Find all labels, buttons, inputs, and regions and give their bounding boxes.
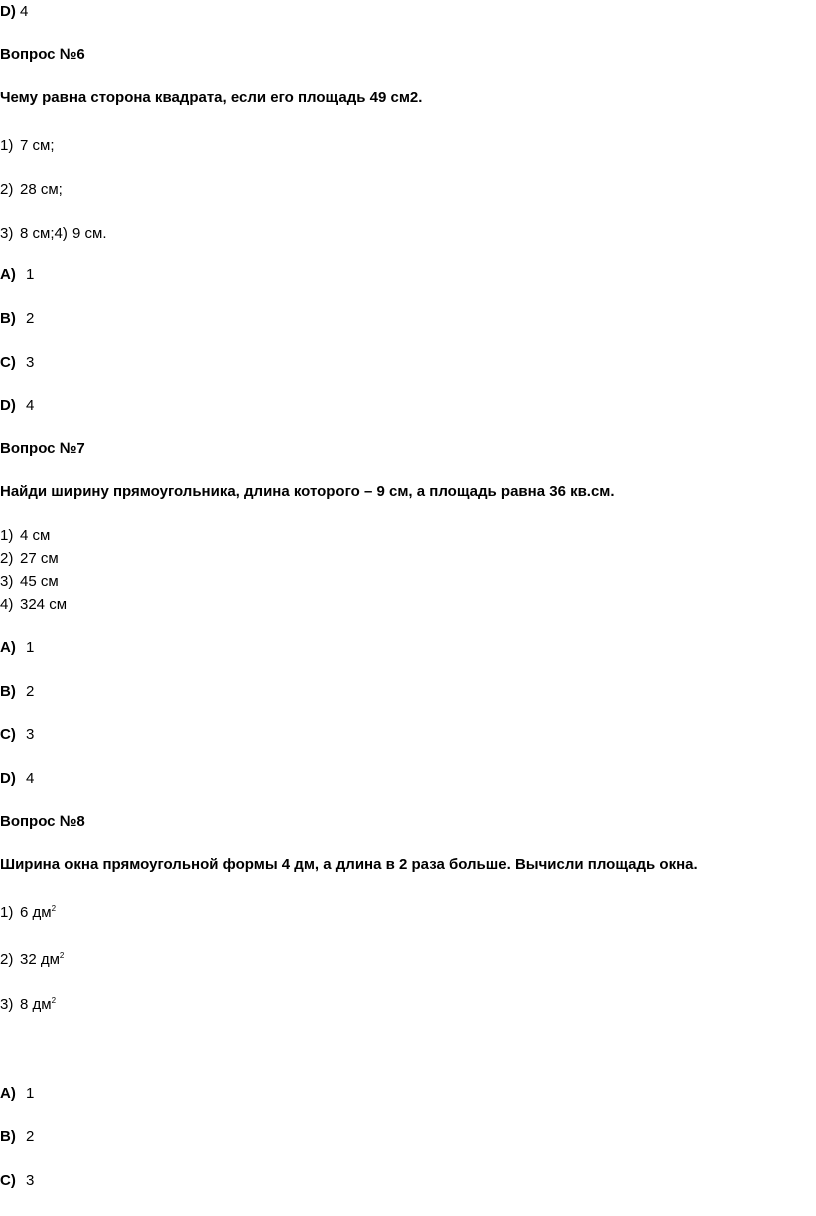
answer-row[interactable] xyxy=(0,682,34,702)
option-number: 3) xyxy=(0,996,14,1013)
answer-value: 3 xyxy=(26,726,35,743)
answer-value: 3 xyxy=(26,354,35,371)
question-7-text: Найди ширину прямоугольника, длина которого – 9 см, а площадь равна 36 кв.см. xyxy=(0,483,615,500)
answer-letter: B) xyxy=(0,683,16,700)
question-6-heading: Вопрос №6 xyxy=(0,46,85,63)
option-item[interactable] xyxy=(0,595,67,615)
answer-letter: D) xyxy=(0,397,16,414)
option-text: 4 см xyxy=(20,527,51,544)
answer-row[interactable] xyxy=(0,1171,34,1191)
answer-letter: C) xyxy=(0,726,16,743)
answer-letter: B) xyxy=(0,310,16,327)
option-text: 7 см; xyxy=(20,137,55,154)
answer-value: 1 xyxy=(26,639,35,656)
option-item[interactable] xyxy=(0,526,50,546)
option-item[interactable] xyxy=(0,136,55,156)
option-number: 2) xyxy=(0,550,14,567)
option-item[interactable] xyxy=(0,549,59,569)
answer-value: 1 xyxy=(26,266,35,283)
answer-row[interactable] xyxy=(0,265,34,285)
option-number: 1) xyxy=(0,904,14,921)
option-item[interactable] xyxy=(0,946,64,970)
answer-letter: D) xyxy=(0,770,16,787)
option-text: 324 см xyxy=(20,596,68,613)
option-superscript: 2 xyxy=(59,951,65,960)
question-8-text: Ширина окна прямоугольной формы 4 дм, а длина в 2 раза больше. Вычисли площадь окна. xyxy=(0,856,698,873)
option-number: 1) xyxy=(0,137,14,154)
answer-value: 1 xyxy=(26,1085,35,1102)
option-superscript: 2 xyxy=(51,904,57,913)
answer-letter: D) xyxy=(0,3,16,20)
answer-letter: B) xyxy=(0,1128,16,1145)
answer-row[interactable] xyxy=(0,638,34,658)
option-number: 4) xyxy=(0,596,14,613)
answer-row[interactable] xyxy=(0,1084,34,1104)
option-text: 8 дм xyxy=(20,996,52,1013)
answer-row[interactable] xyxy=(0,725,34,745)
answer-value: 3 xyxy=(26,1172,35,1189)
option-text: 6 дм xyxy=(20,904,52,921)
question-8-heading: Вопрос №8 xyxy=(0,813,85,830)
answer-letter: A) xyxy=(0,1085,16,1102)
option-item[interactable] xyxy=(0,572,59,592)
option-item[interactable] xyxy=(0,899,56,923)
answer-value: 2 xyxy=(26,310,35,327)
answer-letter: C) xyxy=(0,1172,16,1189)
option-number: 2) xyxy=(0,181,14,198)
answer-row[interactable] xyxy=(0,309,34,329)
answer-letter: A) xyxy=(0,266,16,283)
answer-value: 4 xyxy=(20,3,29,20)
answer-row[interactable] xyxy=(0,353,34,373)
answer-row[interactable] xyxy=(0,396,34,416)
option-item[interactable] xyxy=(0,224,106,244)
option-item[interactable] xyxy=(0,180,63,200)
answer-letter: C) xyxy=(0,354,16,371)
question-7-heading: Вопрос №7 xyxy=(0,440,85,457)
answer-row[interactable] xyxy=(0,2,28,22)
answer-value: 4 xyxy=(26,397,35,414)
option-text: 28 см; xyxy=(20,181,63,198)
answer-value: 2 xyxy=(26,1128,35,1145)
option-number: 3) xyxy=(0,225,14,242)
option-text: 45 см xyxy=(20,573,59,590)
option-superscript: 2 xyxy=(51,996,57,1005)
option-number: 1) xyxy=(0,527,14,544)
answer-row[interactable] xyxy=(0,1127,34,1147)
question-6-text: Чему равна сторона квадрата, если его площадь 49 см2. xyxy=(0,89,423,106)
option-text: 8 см;4) 9 см. xyxy=(20,225,107,242)
answer-value: 4 xyxy=(26,770,35,787)
answer-letter: A) xyxy=(0,639,16,656)
answer-row[interactable] xyxy=(0,769,34,789)
option-item[interactable] xyxy=(0,991,56,1015)
answer-value: 2 xyxy=(26,683,35,700)
option-number: 3) xyxy=(0,573,14,590)
option-text: 27 см xyxy=(20,550,59,567)
option-text: 32 дм xyxy=(20,951,60,968)
option-number: 2) xyxy=(0,951,14,968)
